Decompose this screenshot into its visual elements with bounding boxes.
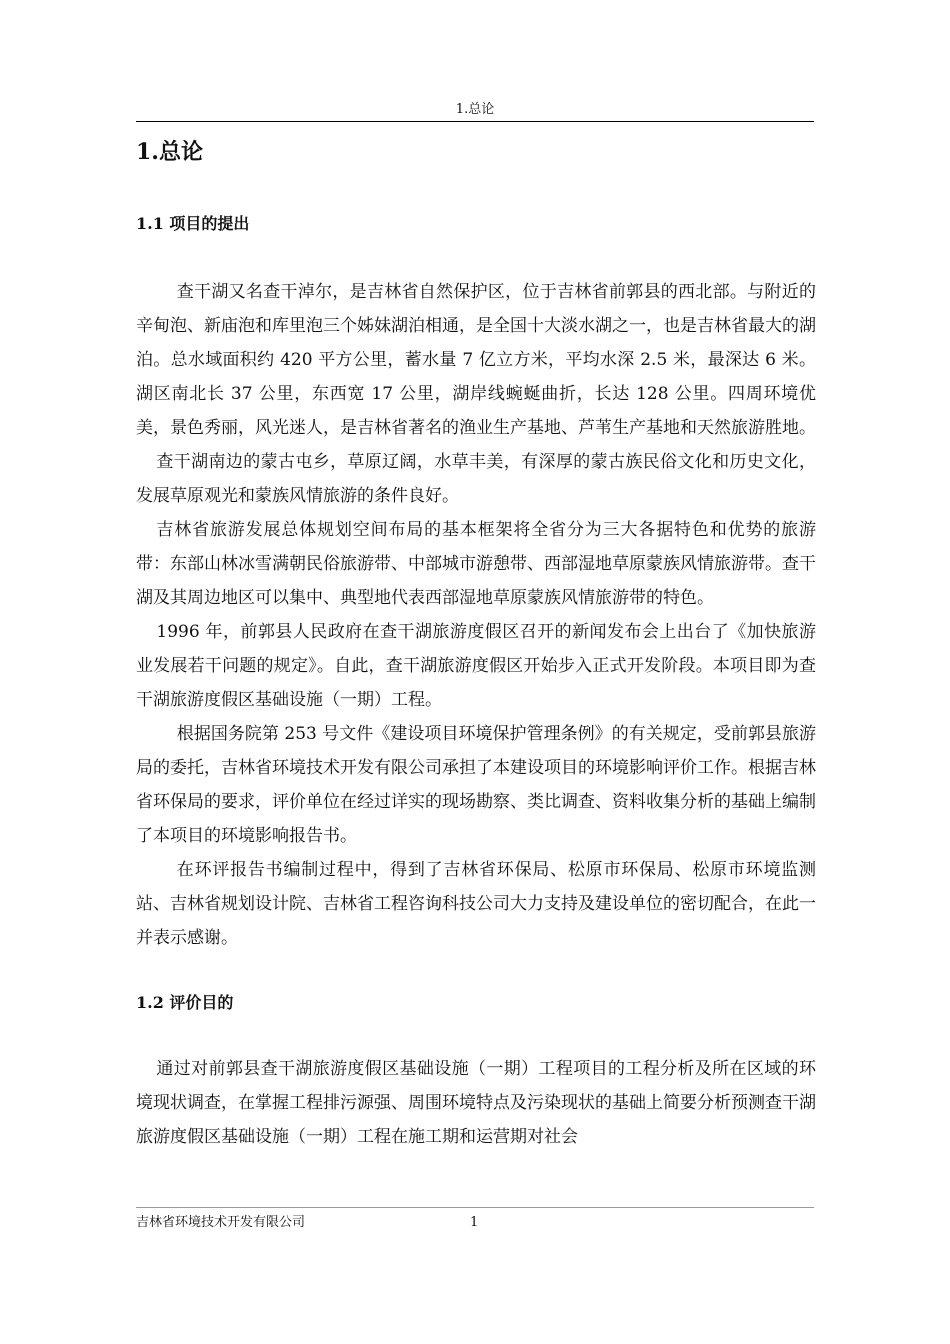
paragraph: 1996 年，前郭县人民政府在查干湖旅游度假区召开的新闻发布会上出台了《加快旅游业发展若干问题的规定》。自此，查干湖旅游度假区开始步入正式开发阶段。本项目即为查干湖旅游度假区基础设施（一期）工程。 bbox=[136, 622, 816, 710]
paragraph: 吉林省旅游发展总体规划空间布局的基本框架将全省分为三大各据特色和优势的旅游带：东部山林冰雪满朝民俗旅游带、中部城市游憩带、西部湿地草原蒙族风情旅游带。查干湖及其周边地区可以集中、典型地代表西部湿地草原蒙族风情旅游带的特色。 bbox=[136, 520, 816, 608]
paragraph: 根据国务院第 253 号文件《建设项目环境保护管理条例》的有关规定，受前郭县旅游局的委托，吉林省环境技术开发有限公司承担了本建设项目的环境影响评价工作。根据吉林省环保局的要求，评价单位在经过详实的现场勘察、类比调查、资料收集分析的基础上编制了本项目的环境影响报告书。 bbox=[136, 724, 816, 846]
spacer bbox=[136, 236, 816, 275]
section-1-2-title: 1.2 评价目的 bbox=[136, 993, 234, 1012]
footer-rule bbox=[136, 1207, 814, 1208]
running-header: 1.总论 bbox=[455, 102, 495, 117]
spacer bbox=[136, 955, 816, 991]
page-body bbox=[136, 134, 816, 1154]
paragraph: 通过对前郭县查干湖旅游度假区基础设施（一期）工程项目的工程分析及所在区域的环境现状调查，在掌握工程排污源强、周围环境特点及污染现状的基础上简要分析预测查干湖旅游度假区基础设施（一期）工程在施工期和运营期对社会 bbox=[136, 1059, 816, 1147]
chapter-title: 1.总论 bbox=[136, 139, 203, 165]
spacer bbox=[136, 174, 816, 212]
paragraph: 查干湖南边的蒙古屯乡，草原辽阔，水草丰美，有深厚的蒙古族民俗文化和历史文化，发展草原观光和蒙族风情旅游的条件良好。 bbox=[136, 452, 816, 506]
paragraph: 在环评报告书编制过程中，得到了吉林省环保局、松原市环保局、松原市环境监测站、吉林省规划设计院、吉林省工程咨询科技公司大力支持及建设单位的密切配合，在此一并表示感谢。 bbox=[136, 860, 816, 948]
paragraph: 查干湖又名查干淖尔，是吉林省自然保护区，位于吉林省前郭县的西北部。与附近的辛甸泡、新庙泡和库里泡三个姊妹湖泊相通，是全国十大淡水湖之一，也是吉林省最大的湖泊。总水域面积约 420 平方公里，蓄水量 7 亿立方米，平均水深 2.5 米，最深达 6 米。湖区南北长 37 公里，东西宽 17 公里，湖岸线蜿蜒曲折，长达 128 公里。四周环境优美，景色秀丽，风光迷人，是吉林省著名的渔业生产基地、芦苇生产基地和天然旅游胜地。 bbox=[136, 282, 816, 438]
section-1-1-title: 1.1 项目的提出 bbox=[136, 214, 250, 233]
page-number: 1 bbox=[470, 1215, 479, 1230]
footer-company: 吉林省环境技术开发有限公司 bbox=[136, 1215, 306, 1230]
spacer bbox=[136, 1015, 816, 1052]
header-rule bbox=[136, 121, 814, 122]
